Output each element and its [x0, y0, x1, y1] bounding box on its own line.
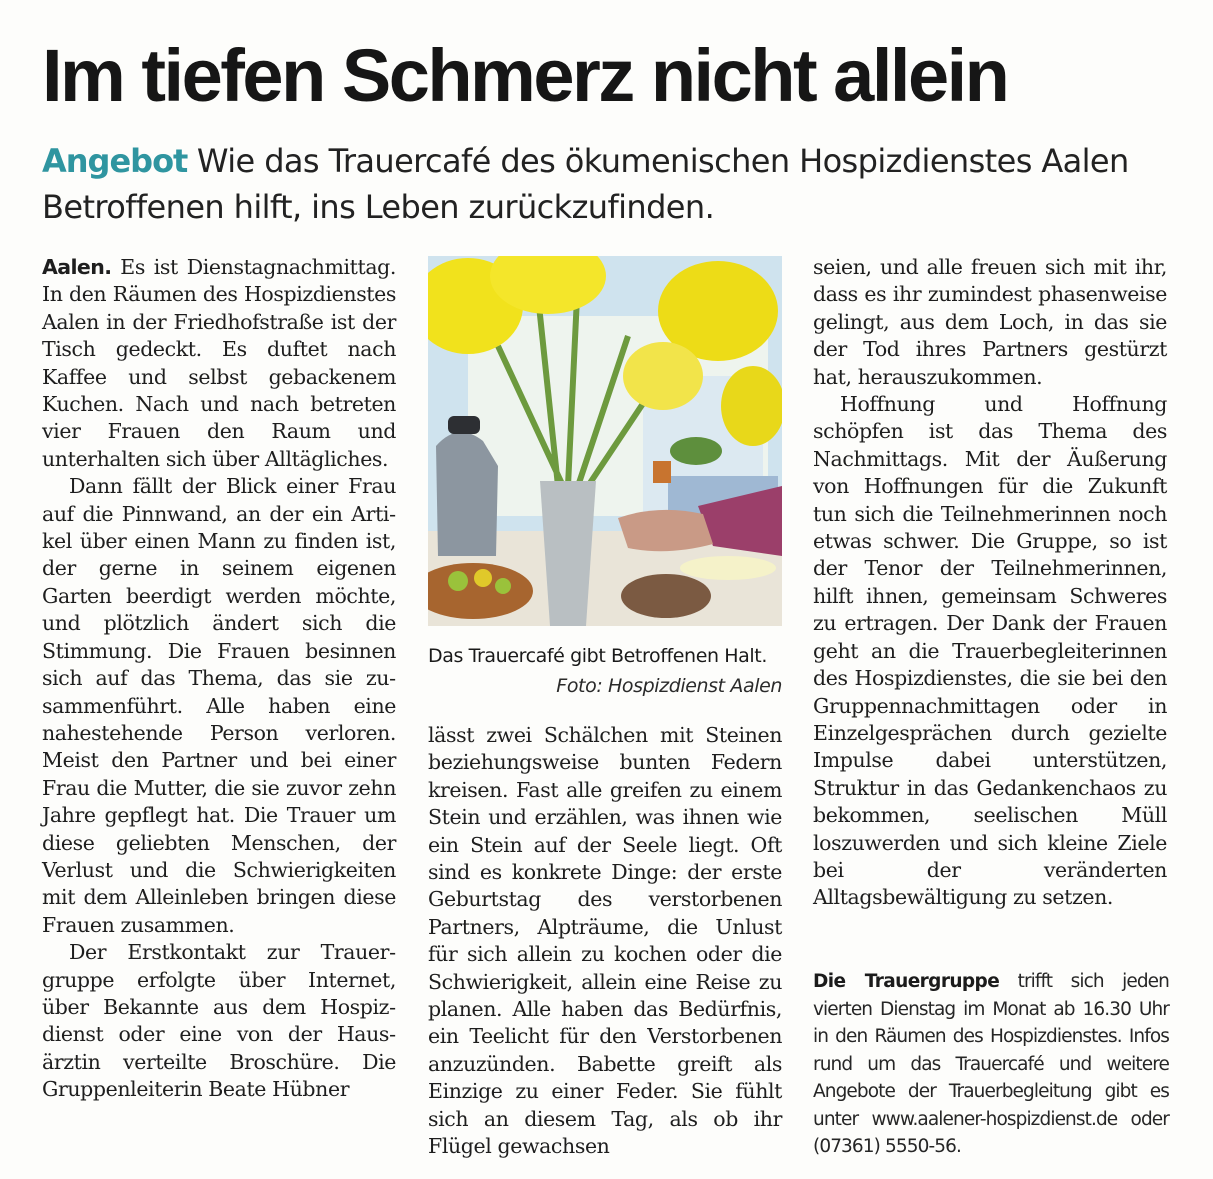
- thermos-lid: [448, 416, 480, 434]
- info-box-lead: Die Trauergruppe: [813, 971, 1000, 992]
- reaching-hand: [618, 510, 713, 551]
- article-photo: [428, 256, 782, 626]
- article-paragraph-4: lässt zwei Schälchen mit Steinen beziehungsweise bunten Federn kreisen. Fast alle greifen zu einem Stein und erzählen, was ihnen wie ein Stein auf der Seele liegt. Oft sind es konkrete Dinge: der erste Geburtstag des verstorbenen Partners, Alpträume, die Unlust für sich allein zu kochen oder die Schwierigkeit, allein eine Reise zu planen. Alle haben das Bedürfnis, ein Teelicht für den Verstorbenen anzuzünden. Babette greift als Einzige zu einer Feder. Sie fühlt sich an diesem Tag, als ob ihr Flügel gewachsen: [428, 723, 782, 1159]
- potted-plant-leaves: [670, 437, 722, 465]
- article-column-2: [428, 722, 782, 1161]
- article-paragraph-3: Der Erstkontakt zur Trauergruppe erfolgte über Internet, über Bekannte aus dem Hospizdienst oder eine von der Hausärztin verteilte Broschüre. Die Gruppenleiterin Beate Hübner: [42, 940, 396, 1102]
- fruit-1: [448, 571, 468, 591]
- daffodils-vase-illustration: [428, 256, 782, 626]
- headline: Im tiefen Schmerz nicht allein: [42, 34, 1008, 117]
- subheadline: [42, 138, 1182, 230]
- plate: [680, 556, 776, 580]
- fruit-3: [495, 578, 511, 594]
- article-paragraph-2: Dann fällt der Blick einer Frau auf die Pinnwand, an der ein Artikel über einen Mann zu finden ist, der gerne in seinem eigenen Garten beerdigt werden möchte, und plötzlich ändert sich die Stimmung. Die Frauen besinnen sich auf das Thema, das sie zusammenführt. Alle haben eine nahestehende Person verloren. Meist den Partner und bei einer Frau die Mutter, die sie zuvor zehn Jahre gepflegt hat. Die Trauer um diese geliebten Menschen, der Verlust und die Schwierigkeiten mit dem Alleinleben bringen diese Frauen zusammen.: [42, 474, 396, 937]
- info-box: [813, 968, 1169, 1161]
- paragraph-1-text: Es ist Dienstagnachmittag. In den Räumen des Hospizdienstes Aalen in der Friedhofstraße ist der Tisch gedeckt. Es duftet nach Kaffee und selbst gebackenem Kuchen. Nach und nach betreten vier Frauen den Raum und unterhalten sich über Alltägliches.: [42, 255, 396, 471]
- article-paragraph-1: [42, 254, 396, 473]
- info-box-text: trifft sich jeden vierten Dienstag im Monat ab 16.30 Uhr in den Räumen des Hospizdienstes. Infos rund um das Trauercafé und weitere Angebote der Trauerbegleitung gibt es unter www.aalener-hospizdienst.de oder (07361) 5550-56.: [813, 971, 1169, 1157]
- daffodil-flower-4: [623, 342, 703, 410]
- article-paragraph-5: seien, und alle freuen sich mit ihr, dass es ihr zumindest phasenweise gelingt, aus dem Loch, in das sie der Tod ihres Partners gestürzt hat, herauszukommen.: [813, 255, 1167, 389]
- potted-plant: [653, 461, 671, 483]
- subhead-text: Wie das Trauercafé des ökumenischen Hospizdienstes Aalen Betroffenen hilft, ins Leben zurückzufinden.: [42, 142, 1129, 226]
- stone-bowl: [621, 574, 711, 618]
- caption-text: Das Trauercafé gibt Betroffenen Halt.: [428, 645, 767, 667]
- photo-caption: [428, 641, 782, 701]
- daffodil-flower-5: [721, 366, 782, 446]
- article-column-1: [42, 254, 396, 1104]
- coffee-thermos: [436, 432, 498, 556]
- photo-credit: Foto: Hospizdienst Aalen: [556, 675, 782, 697]
- dateline: Aalen.: [42, 255, 112, 279]
- article-column-3: [813, 254, 1167, 912]
- fruit-2: [474, 569, 492, 587]
- article-paragraph-6: Hoffnung und Hoffnung schöpfen ist das Thema des Nachmittags. Mit der Äußerung von Hoffnungen für die Zukunft tun sich die Teilnehmerinnen noch etwas schwer. Die Gruppe, so ist der Tenor der Teilnehmerinnen, hilft ihnen, gemeinsam Schweres zu ertragen. Der Dank der Frauen geht an die Trauerbegleiterinnen des Hospizdienstes, die sie bei den Gruppennachmittagen oder in Einzelgesprächen durch gezielte Impulse dabei unterstützen, Struktur in das Gedankenchaos zu bekommen, seelischen Müll loszuwerden und sich kleine Ziele bei der veränderten Alltagsbewältigung zu setzen.: [813, 392, 1167, 910]
- subhead-kicker: Angebot: [42, 142, 188, 180]
